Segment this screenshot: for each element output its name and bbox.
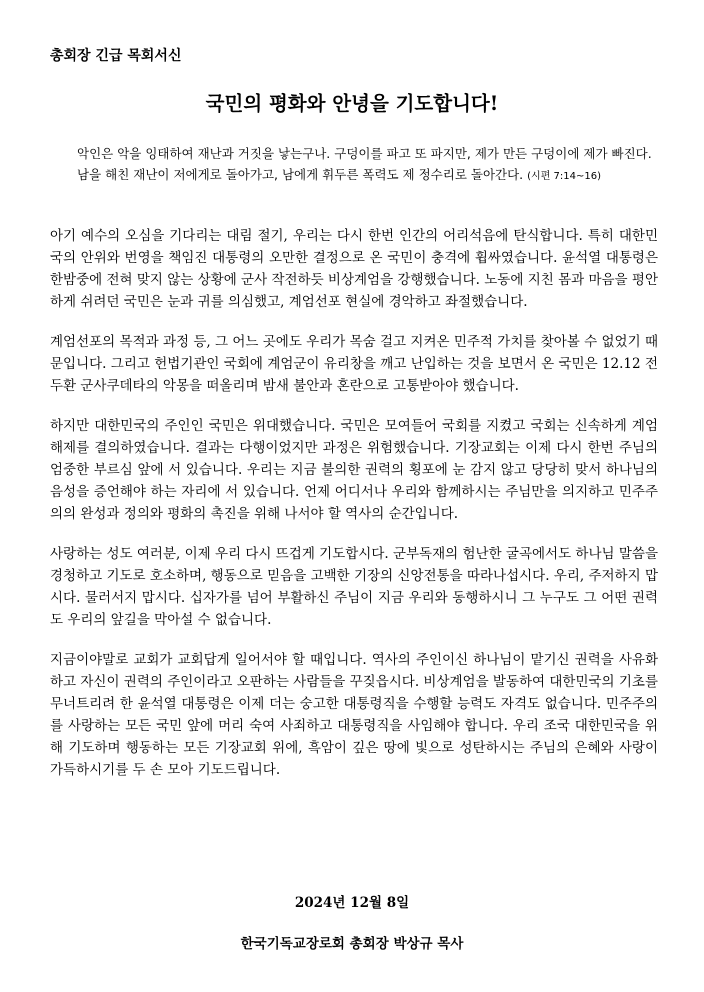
epigraph-text: 악인은 악을 잉태하여 재난과 거짓을 낳는구나. 구덩이를 파고 또 파지만, 제가 만든 구덩이에 제가 빠진다. 남을 해친 재난이 저에게로 돌아가고, 남에게 휘두른 폭력도 제 정수리로 돌아간다. bbox=[77, 146, 652, 182]
scripture-epigraph bbox=[77, 143, 662, 187]
body-paragraph-3: 하지만 대한민국의 주인인 국민은 위대했습니다. 국민은 모여들어 국회를 지켰고 국회는 신속하게 계엄해제를 결의하였습니다. 결과는 다행이었지만 과정은 위험했습니다. 기장교회는 이제 다시 한번 주님의 엄중한 부르심 앞에 서 있습니다. 우리는 지금 불의한 권력의 횡포에 눈 감지 않고 당당히 맞서 하나님의 음성을 증언해야 하는 자리에 서 있습니다. 언제 어디서나 우리와 함께하시는 주님만을 의지하고 민주주의의 완성과 정의와 평화의 촉진을 위해 나서야 할 역사의 순간입니다. bbox=[50, 418, 658, 522]
letter-body bbox=[50, 225, 658, 799]
epigraph-citation: (시편 7:14~16) bbox=[527, 171, 602, 182]
letter-date: 2024년 12월 8일 bbox=[294, 895, 410, 911]
letter-category-label: 총회장 긴급 목회서신 bbox=[50, 48, 182, 64]
body-paragraph-5: 지금이야말로 교회가 교회답게 일어서야 할 때입니다. 역사의 주인이신 하나님이 맡기신 권력을 사유화하고 자신이 권력의 주인이라고 오판하는 사람들을 꾸짖읍시다. 비상계엄을 발동하여 대한민국의 기초를 무너트리려 한 윤석열 대통령은 이제 더는 숭고한 대통령직을 수행할 능력도 자격도 없습니다. 민주주의를 사랑하는 모든 국민 앞에 머리 숙여 사죄하고 대통령직을 사임해야 합니다. 우리 조국 대한민국을 위해 기도하며 행동하는 모든 기장교회 위에, 흑암이 깊은 땅에 빛으로 성탄하시는 주님의 은혜와 사랑이 가득하시기를 두 손 모아 기도드립니다. bbox=[50, 652, 658, 778]
body-paragraph-1: 아기 예수의 오심을 기다리는 대림 절기, 우리는 다시 한번 인간의 어리석음에 탄식합니다. 특히 대한민국의 안위와 번영을 책임진 대통령의 오만한 결정으로 온 국민이 충격에 휩싸였습니다. 윤석열 대통령은 한밤중에 전혀 맞지 않는 상황에 군사 작전하듯 비상계엄을 강행했습니다. 노동에 지친 몸과 마음을 평안하게 쉬려던 국민은 눈과 귀를 의심했고, 계엄선포 현실에 경악하고 좌절했습니다. bbox=[50, 228, 658, 310]
letter-signature: 한국기독교장로회 총회장 박상규 목사 bbox=[240, 936, 464, 952]
body-paragraph-4: 사랑하는 성도 여러분, 이제 우리 다시 뜨겁게 기도합시다. 군부독재의 험난한 굴곡에서도 하나님 말씀을 경청하고 기도로 호소하며, 행동으로 믿음을 고백한 기장의 신앙전통을 따라나섭시다. 우리, 주저하지 맙시다. 물러서지 맙시다. 십자가를 넘어 부활하신 주님이 지금 우리와 동행하시니 그 누구도 그 어떤 권력도 우리의 앞길을 막아설 수 없습니다. bbox=[50, 546, 658, 628]
page-title: 국민의 평화와 안녕을 기도합니다! bbox=[205, 92, 499, 115]
body-paragraph-2: 계엄선포의 목적과 과정 등, 그 어느 곳에도 우리가 목숨 걸고 지켜온 민주적 가치를 찾아볼 수 없었기 때문입니다. 그리고 헌법기관인 국회에 계엄군이 유리창을 깨고 난입하는 것을 보면서 온 국민은 12.12 전두환 군사쿠데타의 악몽을 떠올리며 밤새 불안과 혼란으로 고통받아야 했습니다. bbox=[50, 334, 658, 394]
